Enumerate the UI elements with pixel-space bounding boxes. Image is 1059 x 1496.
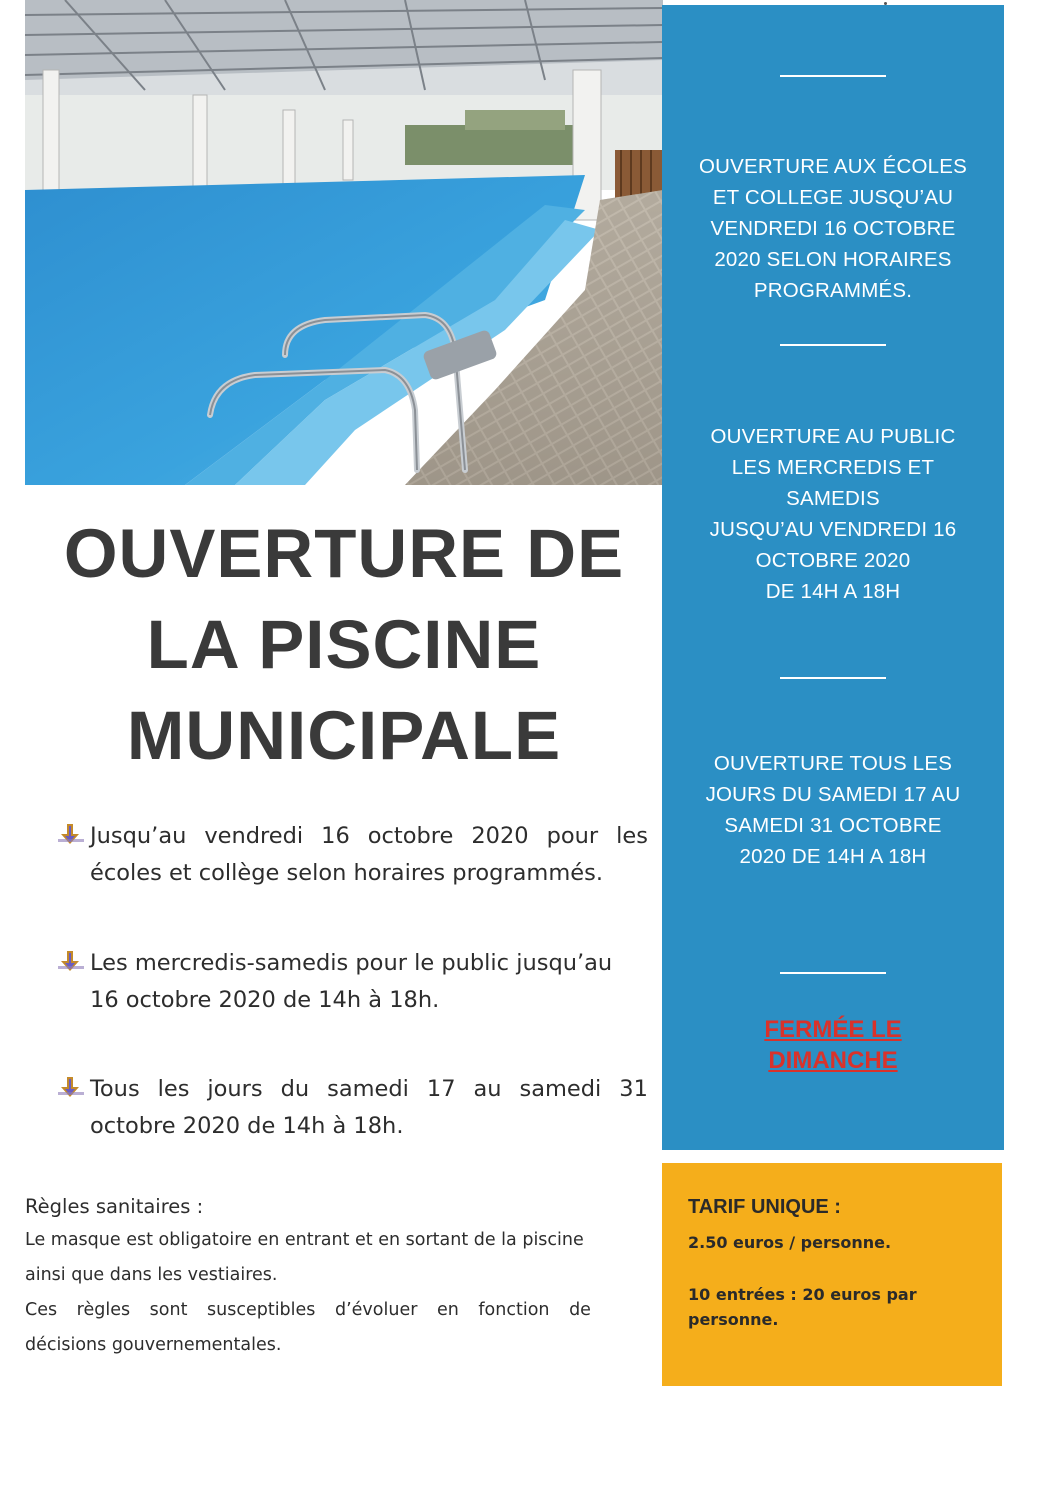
page-title-line: LA PISCINE: [146, 606, 542, 683]
tarif-box: [662, 1163, 1002, 1386]
closed-notice-line: FERMÉE LE: [764, 1016, 902, 1043]
bullet-item-schools: [58, 818, 648, 892]
sanitary-rules: [25, 1193, 625, 1363]
arrow-down-bullet-icon: [58, 951, 84, 973]
bullet-word: pour: [546, 823, 599, 849]
separator-line: [780, 344, 886, 346]
separator-line: [780, 75, 886, 77]
separator-line: [780, 972, 886, 974]
schedule-daily-line: 2020 DE 14H A 18H: [739, 845, 927, 868]
page-title-line: MUNICIPALE: [126, 697, 562, 774]
bullet-word: 2020: [471, 823, 529, 849]
rules-word: en: [436, 1300, 459, 1320]
schedule-daily: [672, 748, 994, 872]
rules-word: fonction: [478, 1300, 550, 1320]
bullet-line: écoles et collège selon horaires programmés.: [90, 860, 603, 886]
page-title-line: OUVERTURE DE: [63, 515, 625, 592]
bullet-word: vendredi: [204, 823, 304, 849]
rules-word: règles: [76, 1300, 131, 1320]
schedule-panel: [662, 5, 1004, 1150]
rules-line: [25, 1293, 591, 1328]
bullet-word: les: [157, 1076, 190, 1102]
bullet-line: 16 octobre 2020 de 14h à 18h.: [90, 987, 440, 1013]
schedule-public-line: OUVERTURE AU PUBLIC: [710, 425, 956, 448]
schedule-public-line: JUSQU’AU VENDREDI 16: [709, 518, 957, 541]
bullet-word: Les mercredis-samedis pour le public jusqu’au: [58, 945, 612, 982]
rules-line: Le masque est obligatoire en entrant et en sortant de la piscine: [25, 1230, 584, 1250]
rules-line: ainsi que dans les vestiaires.: [25, 1265, 278, 1285]
bullet-line: octobre 2020 de 14h à 18h.: [90, 1113, 404, 1139]
schedule-public-line: LES MERCREDIS ET: [731, 456, 935, 479]
bullet-word: samedi: [519, 1076, 602, 1102]
bullet-word: au: [473, 1076, 502, 1102]
schedule-public-line: DE 14H A 18H: [765, 580, 901, 603]
rules-word: susceptibles: [207, 1300, 316, 1320]
arrow-down-bullet-icon: [58, 1077, 84, 1099]
tarif-pack-line2: personne.: [688, 1310, 779, 1329]
bullet-word: jours: [207, 1076, 263, 1102]
tarif-price: 2.50 euros / personne.: [688, 1233, 892, 1252]
bullet-line: [58, 1071, 648, 1108]
schedule-public-line: OCTOBRE 2020: [755, 549, 911, 572]
tarif-title: TARIF UNIQUE :: [688, 1196, 841, 1218]
bullet-word: Tous: [58, 1071, 140, 1108]
closed-notice-line: DIMANCHE: [768, 1047, 898, 1074]
closed-sunday-notice: [672, 1014, 994, 1076]
separator-line: [780, 677, 886, 679]
bullet-line: [58, 945, 648, 982]
bullet-word: samedi: [327, 1076, 409, 1102]
schedule-schools-line: ET COLLEGE JUSQU’AU: [712, 186, 954, 209]
schedule-daily-line: JOURS DU SAMEDI 17 AU: [705, 783, 961, 806]
rules-word: d’évoluer: [334, 1300, 418, 1320]
rules-title: Règles sanitaires :: [25, 1195, 204, 1218]
page-title: [25, 508, 663, 781]
rules-word: sont: [149, 1300, 188, 1320]
bullet-item-daily: [58, 1071, 648, 1145]
schedule-public: [672, 421, 994, 607]
bullet-word: 17: [426, 1076, 456, 1102]
bullet-word: Jusqu’au: [58, 818, 186, 855]
tarif-pack-line1: 10 entrées : 20 euros par: [688, 1285, 917, 1304]
pool-photo: [25, 0, 663, 485]
bullet-word: 31: [619, 1076, 648, 1102]
schedule-schools-line: 2020 SELON HORAIRES: [714, 248, 952, 271]
schedule-schools-line: PROGRAMMÉS.: [753, 279, 913, 302]
rules-word: de: [569, 1300, 591, 1320]
bullet-line: [58, 818, 648, 855]
schedule-schools-line: OUVERTURE AUX ÉCOLES: [699, 155, 967, 178]
bullet-item-public: [58, 945, 648, 1019]
bullet-word: octobre: [367, 823, 454, 849]
schedule-daily-line: SAMEDI 31 OCTOBRE: [724, 814, 942, 837]
bullet-word: du: [280, 1076, 310, 1102]
bullet-word: les: [616, 823, 648, 849]
bullet-word: 16: [321, 823, 350, 849]
schedule-public-line: SAMEDIS: [786, 487, 880, 510]
rules-word: Ces: [25, 1300, 58, 1320]
arrow-down-bullet-icon: [58, 824, 84, 846]
schedule-daily-line: OUVERTURE TOUS LES: [713, 752, 953, 775]
schedule-schools-line: VENDREDI 16 OCTOBRE: [710, 217, 956, 240]
rules-line: décisions gouvernementales.: [25, 1335, 282, 1355]
schedule-schools: [672, 151, 994, 306]
